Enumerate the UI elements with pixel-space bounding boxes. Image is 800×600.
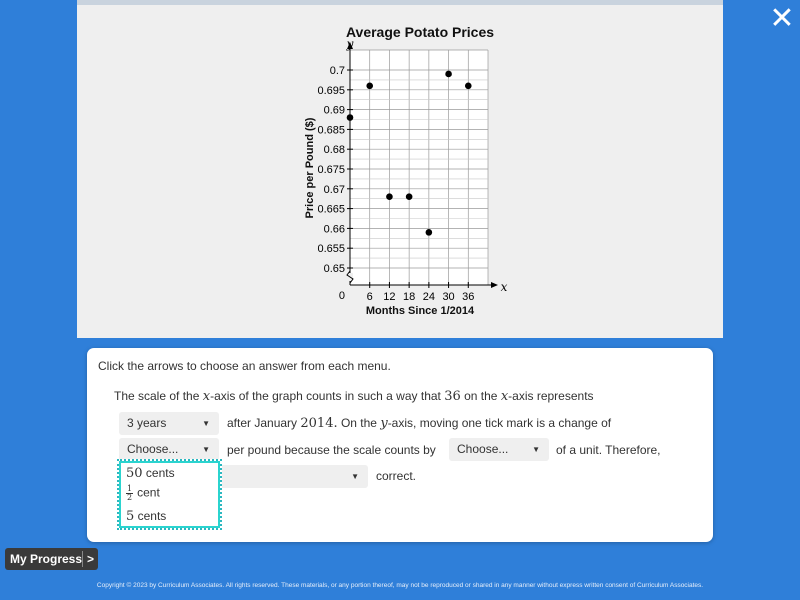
change-dropdown[interactable]	[119, 438, 219, 461]
data-point	[386, 193, 393, 200]
y-tick-label: 0.655	[317, 243, 345, 256]
q1-var-x: x	[202, 389, 211, 404]
close-icon[interactable]: ✕	[769, 1, 795, 36]
y-tick-label: 0.665	[317, 203, 345, 216]
y-tick-label: 0.685	[317, 124, 345, 137]
my-progress-button[interactable]	[5, 548, 98, 570]
question-line-4: correct.	[376, 469, 417, 483]
chevron-down-icon: ▼	[532, 445, 540, 454]
option1-unit: cents	[145, 466, 175, 480]
y-tick-label: 0.69	[323, 104, 345, 117]
x-tick-label: 6	[366, 291, 373, 303]
x-axis-letter: x	[500, 280, 508, 294]
q1-text-b: -axis of the graph counts in such a way that	[210, 389, 441, 403]
data-point	[366, 83, 373, 90]
my-progress-label: My Progress	[10, 552, 83, 566]
x-tick-label: 24	[422, 291, 435, 303]
y-axis-label: Price per Pound ($)	[304, 117, 316, 219]
data-point	[465, 83, 472, 90]
half-fraction	[126, 485, 133, 502]
q2-text-c: -axis, moving one tick mark is a change of	[387, 416, 612, 430]
q2-text-a: after January	[227, 416, 298, 430]
question-line-3a: per pound because the scale counts by	[227, 443, 436, 457]
chart-title: Average Potato Prices	[345, 24, 495, 40]
chevron-down-icon: ▼	[202, 419, 210, 428]
x-tick-label: 36	[462, 291, 475, 303]
q1-text-c: on the	[464, 389, 498, 403]
question-line-3b: of a unit. Therefore,	[556, 443, 661, 457]
option3-number: 5	[126, 509, 135, 524]
x-tick-label: 30	[442, 291, 455, 303]
y-tick-label: 0.65	[323, 263, 345, 275]
fraction-denominator: 2	[127, 493, 133, 502]
q1-text-a: The scale of the	[114, 389, 200, 403]
instruction-text: Click the arrows to choose an answer from each menu.	[98, 359, 391, 373]
y-axis-letter: y	[346, 37, 354, 51]
change-dropdown-menu	[117, 459, 222, 530]
q1-number: 36	[444, 389, 461, 404]
y-tick-label: 0.66	[323, 223, 345, 236]
chevron-down-icon: ▼	[202, 445, 210, 454]
menu-option-half-cent[interactable]	[126, 485, 160, 502]
my-progress-divider	[82, 551, 83, 567]
question-line-2	[227, 416, 611, 431]
y-tick-label: 0.7	[329, 65, 345, 77]
origin-label: 0	[338, 290, 345, 302]
q1-text-d: -axis represents	[508, 389, 594, 403]
q1-var-x2: x	[500, 389, 509, 404]
x-tick-label: 12	[383, 291, 396, 303]
copyright-text: Copyright © 2023 by Curriculum Associates. All rights reserved. These materials, or any portion thereof, may not be reproduced or shared in any manner without express written consent of Curriculum Associates.	[96, 582, 704, 589]
graph-panel	[77, 5, 723, 338]
x-axis-arrow	[491, 282, 498, 288]
option3-unit: cents	[137, 509, 167, 523]
option2-unit: cent	[137, 485, 160, 500]
years-dropdown[interactable]	[119, 412, 219, 435]
y-tick-label: 0.67	[323, 183, 345, 196]
scatter-chart	[77, 5, 723, 338]
x-tick-label: 18	[403, 291, 416, 303]
menu-option-50-cents[interactable]	[126, 466, 175, 481]
x-axis-label: Months Since 1/2014	[365, 305, 475, 317]
y-tick-label: 0.68	[323, 144, 345, 157]
q2-year: 2014.	[300, 416, 338, 431]
scale-dropdown-value: Choose...	[457, 442, 509, 456]
chevron-right-icon[interactable]: >	[87, 552, 95, 566]
y-tick-label: 0.675	[317, 164, 345, 176]
q2-text-b: On the	[340, 416, 377, 430]
data-point	[406, 193, 413, 200]
years-dropdown-value: 3 years	[127, 416, 167, 430]
option1-number: 50	[126, 466, 143, 481]
fraction-numerator: 1	[127, 484, 133, 493]
y-tick-label: 0.695	[317, 84, 345, 97]
q2-var-y: y	[380, 416, 388, 431]
data-point	[347, 114, 354, 121]
data-point	[445, 71, 452, 78]
data-point	[426, 229, 433, 236]
chevron-down-icon: ▼	[351, 472, 359, 481]
question-line-1	[114, 389, 594, 404]
change-dropdown-value: Choose...	[127, 442, 179, 456]
menu-option-5-cents[interactable]	[126, 509, 166, 524]
scale-dropdown[interactable]	[449, 438, 549, 461]
